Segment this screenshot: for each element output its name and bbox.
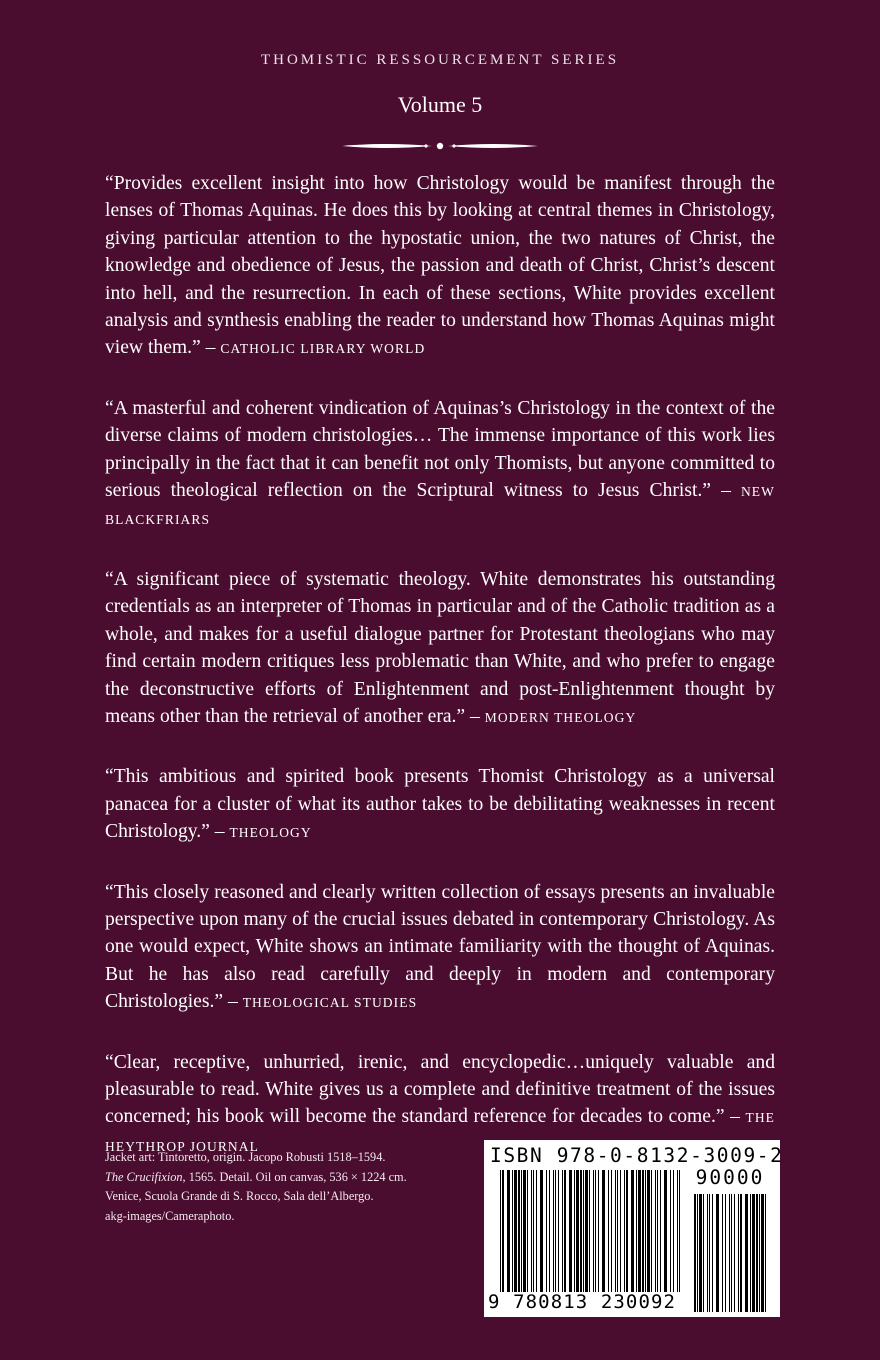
barcode-bar <box>500 1170 501 1292</box>
barcode-bar <box>562 1170 563 1292</box>
quote-text: “Clear, receptive, unhurried, irenic, and encyclopedic…uniquely valuable and pleasurable to read. White gives us a complete and definitive treatment of the issues concerned; his book will become the standard reference for decades to come.” <box>105 1051 775 1128</box>
barcode-bar <box>734 1194 735 1312</box>
barcode-bar <box>626 1170 628 1292</box>
barcode-bar <box>738 1194 739 1312</box>
barcode-bar <box>512 1170 513 1292</box>
credit-line <box>105 1168 425 1188</box>
barcode-bar <box>651 1170 652 1292</box>
barcode-bar <box>664 1170 667 1292</box>
barcode-bar <box>645 1170 646 1292</box>
series-title: THOMISTIC RESSOURCEMENT SERIES <box>260 52 620 68</box>
barcode-bar <box>536 1170 537 1292</box>
barcode-bar <box>502 1170 504 1292</box>
credit-line: Jacket art: Tintoretto, origin. Jacopo Robusti 1518–1594. <box>105 1150 386 1164</box>
barcode-bar <box>521 1170 522 1292</box>
barcode-bar <box>583 1170 584 1292</box>
barcode-bar <box>617 1170 618 1292</box>
barcode-bar <box>507 1170 510 1292</box>
barcode-bar <box>765 1194 766 1312</box>
barcode-bar <box>527 1170 528 1292</box>
barcode-bar <box>549 1170 550 1292</box>
quote-separator: – <box>200 337 221 359</box>
barcode-bar <box>716 1194 719 1312</box>
barcode-bar <box>647 1170 650 1292</box>
barcode-bar <box>569 1170 572 1292</box>
barcode-bar <box>697 1194 698 1312</box>
isbn-barcode <box>484 1140 784 1317</box>
barcode-bar <box>631 1170 634 1292</box>
artwork-title: The Crucifixion <box>105 1169 183 1184</box>
price-code: 90000 <box>695 1166 765 1189</box>
barcode-bar <box>677 1170 678 1292</box>
quote-separator: – <box>724 1106 746 1128</box>
barcode-bar <box>750 1194 751 1312</box>
barcode-bar <box>555 1170 556 1292</box>
barcode-bar <box>523 1170 526 1292</box>
barcode-bar <box>595 1170 596 1292</box>
quote-source: NEW BLACKFRIARS <box>105 484 775 528</box>
barcode-bar <box>745 1194 748 1312</box>
ornament-divider-icon <box>340 138 540 154</box>
barcode-bar <box>580 1170 582 1292</box>
barcode-bar <box>615 1170 616 1292</box>
barcode-bar <box>589 1170 590 1292</box>
barcode-bar <box>642 1170 644 1292</box>
barcode-bar <box>608 1170 609 1292</box>
quote-text: “This closely reasoned and clearly written collection of essays presents an invaluable perspective upon many of the crucial issues debated in contemporary Christology. As one would expect, White shows an intimate familiarity with the thought of Aquinas. But he has also read carefully and deeply in modern and contemporary Christologies.” <box>105 881 775 1013</box>
volume-label: Volume 5 <box>397 92 483 117</box>
barcode-bar <box>657 1170 658 1292</box>
artwork-details: , 1565. Detail. Oil on canvas, 536 × 1224 cm. <box>182 1169 407 1184</box>
barcode-bar <box>636 1170 637 1292</box>
barcode-bar <box>576 1170 579 1292</box>
barcode-bar <box>759 1194 760 1312</box>
barcode-bar <box>546 1170 547 1292</box>
barcode-bar <box>540 1170 543 1292</box>
barcode-bar <box>670 1170 671 1292</box>
quote-text: “Provides excellent insight into how Christology would be manifest through the lenses of Thomas Aquinas. He does this by looking at central themes in Christology, giving particular attention to the hypostatic union, the two natures of Christ, the knowledge and obedience of Jesus, the passion and death of Christ, Christ’s descent into hell, and the resurrection. In each of these sections, White provides excellent analysis and synthesis enabling the reader to understand how Thomas Aquinas might view them.” <box>105 173 775 359</box>
quote-source: THE HEYTHROP JOURNAL <box>105 1110 776 1154</box>
barcode-bar <box>655 1170 656 1292</box>
quote-separator: – <box>465 705 485 727</box>
barcode-bar <box>756 1194 758 1312</box>
jacket-art-credit <box>105 1148 425 1226</box>
barcode-bar <box>761 1194 764 1312</box>
barcode-bar <box>729 1194 730 1312</box>
barcode-bar <box>593 1170 594 1292</box>
barcode-bar <box>709 1194 710 1312</box>
barcode-bar <box>564 1170 566 1292</box>
credit-line: Venice, Scuola Grande di S. Rocco, Sala dell’Albergo. <box>105 1189 374 1203</box>
barcode-bar <box>731 1194 732 1312</box>
barcode-bar <box>518 1170 520 1292</box>
barcode-bar <box>740 1194 742 1312</box>
barcode-bar <box>585 1170 588 1292</box>
barcode-bar <box>624 1170 625 1292</box>
barcode-bar <box>574 1170 575 1292</box>
barcode-bar <box>660 1170 661 1292</box>
barcode-bar <box>638 1170 641 1292</box>
review-quote <box>105 170 775 363</box>
review-quote <box>105 763 775 846</box>
barcode-bar <box>694 1194 696 1312</box>
barcode-bar <box>514 1170 517 1292</box>
review-quote <box>105 566 775 731</box>
quote-text: “A masterful and coherent vindication of Aquinas’s Christology in the context of the diverse claims of modern christologies… The immense importance of this work lies principally in the fact that it can benefit not only Thomists, but anyone committed to serious theological reflection on the Scriptural witness to Jesus Christ.” <box>105 397 775 502</box>
barcode-bar <box>712 1194 713 1312</box>
barcode-bar <box>725 1194 726 1312</box>
barcode-bar <box>620 1170 621 1292</box>
barcode-bar <box>558 1170 559 1292</box>
quote-source: MODERN THEOLOGY <box>484 709 637 725</box>
quote-separator: – <box>209 821 230 843</box>
barcode-bar <box>602 1170 605 1292</box>
barcode-bar <box>699 1194 702 1312</box>
review-quote <box>105 395 775 534</box>
isbn-label: ISBN 978-0-8132-3009-2 <box>490 1144 784 1167</box>
barcode-bar <box>531 1170 532 1292</box>
barcode-bar <box>553 1170 554 1292</box>
barcode-bar <box>752 1194 755 1312</box>
quote-text: “A significant piece of systematic theology. White demonstrates his outstanding credentials as an interpreter of Thomas in particular and of the Catholic tradition as a whole, and makes for a useful dialogue partner for Protestant theologians who may find certain modern critiques less problematic than White, and who prefer to engage the deconstructive efforts of Enlightenment and post-Enlightenment thought by means other than the retrieval of another era.” <box>105 568 775 727</box>
quote-source: CATHOLIC LIBRARY WORLD <box>220 341 426 357</box>
quote-separator: – <box>223 991 243 1013</box>
quote-separator: – <box>711 480 741 502</box>
barcode-bar <box>611 1170 612 1292</box>
barcode-bar <box>707 1194 708 1312</box>
quote-source: THEOLOGICAL STUDIES <box>242 995 418 1011</box>
quote-source: THEOLOGY <box>229 825 312 841</box>
ean-digits: 9 780813 230092 <box>488 1291 677 1313</box>
barcode-bar <box>673 1170 674 1292</box>
barcode-bar <box>679 1170 680 1292</box>
barcode-bar <box>722 1194 723 1312</box>
barcode-bar <box>703 1194 704 1312</box>
barcode-bar <box>598 1170 599 1292</box>
credit-line: akg-images/Cameraphoto. <box>105 1208 235 1223</box>
barcode-bar <box>533 1170 534 1292</box>
quote-text: “This ambitious and spirited book presents Thomist Christology as a universal panacea for a cluster of what its author takes to be debilitating weaknesses in recent Christology.” <box>105 766 775 843</box>
review-quotes <box>105 170 784 1192</box>
review-quote <box>105 879 775 1017</box>
